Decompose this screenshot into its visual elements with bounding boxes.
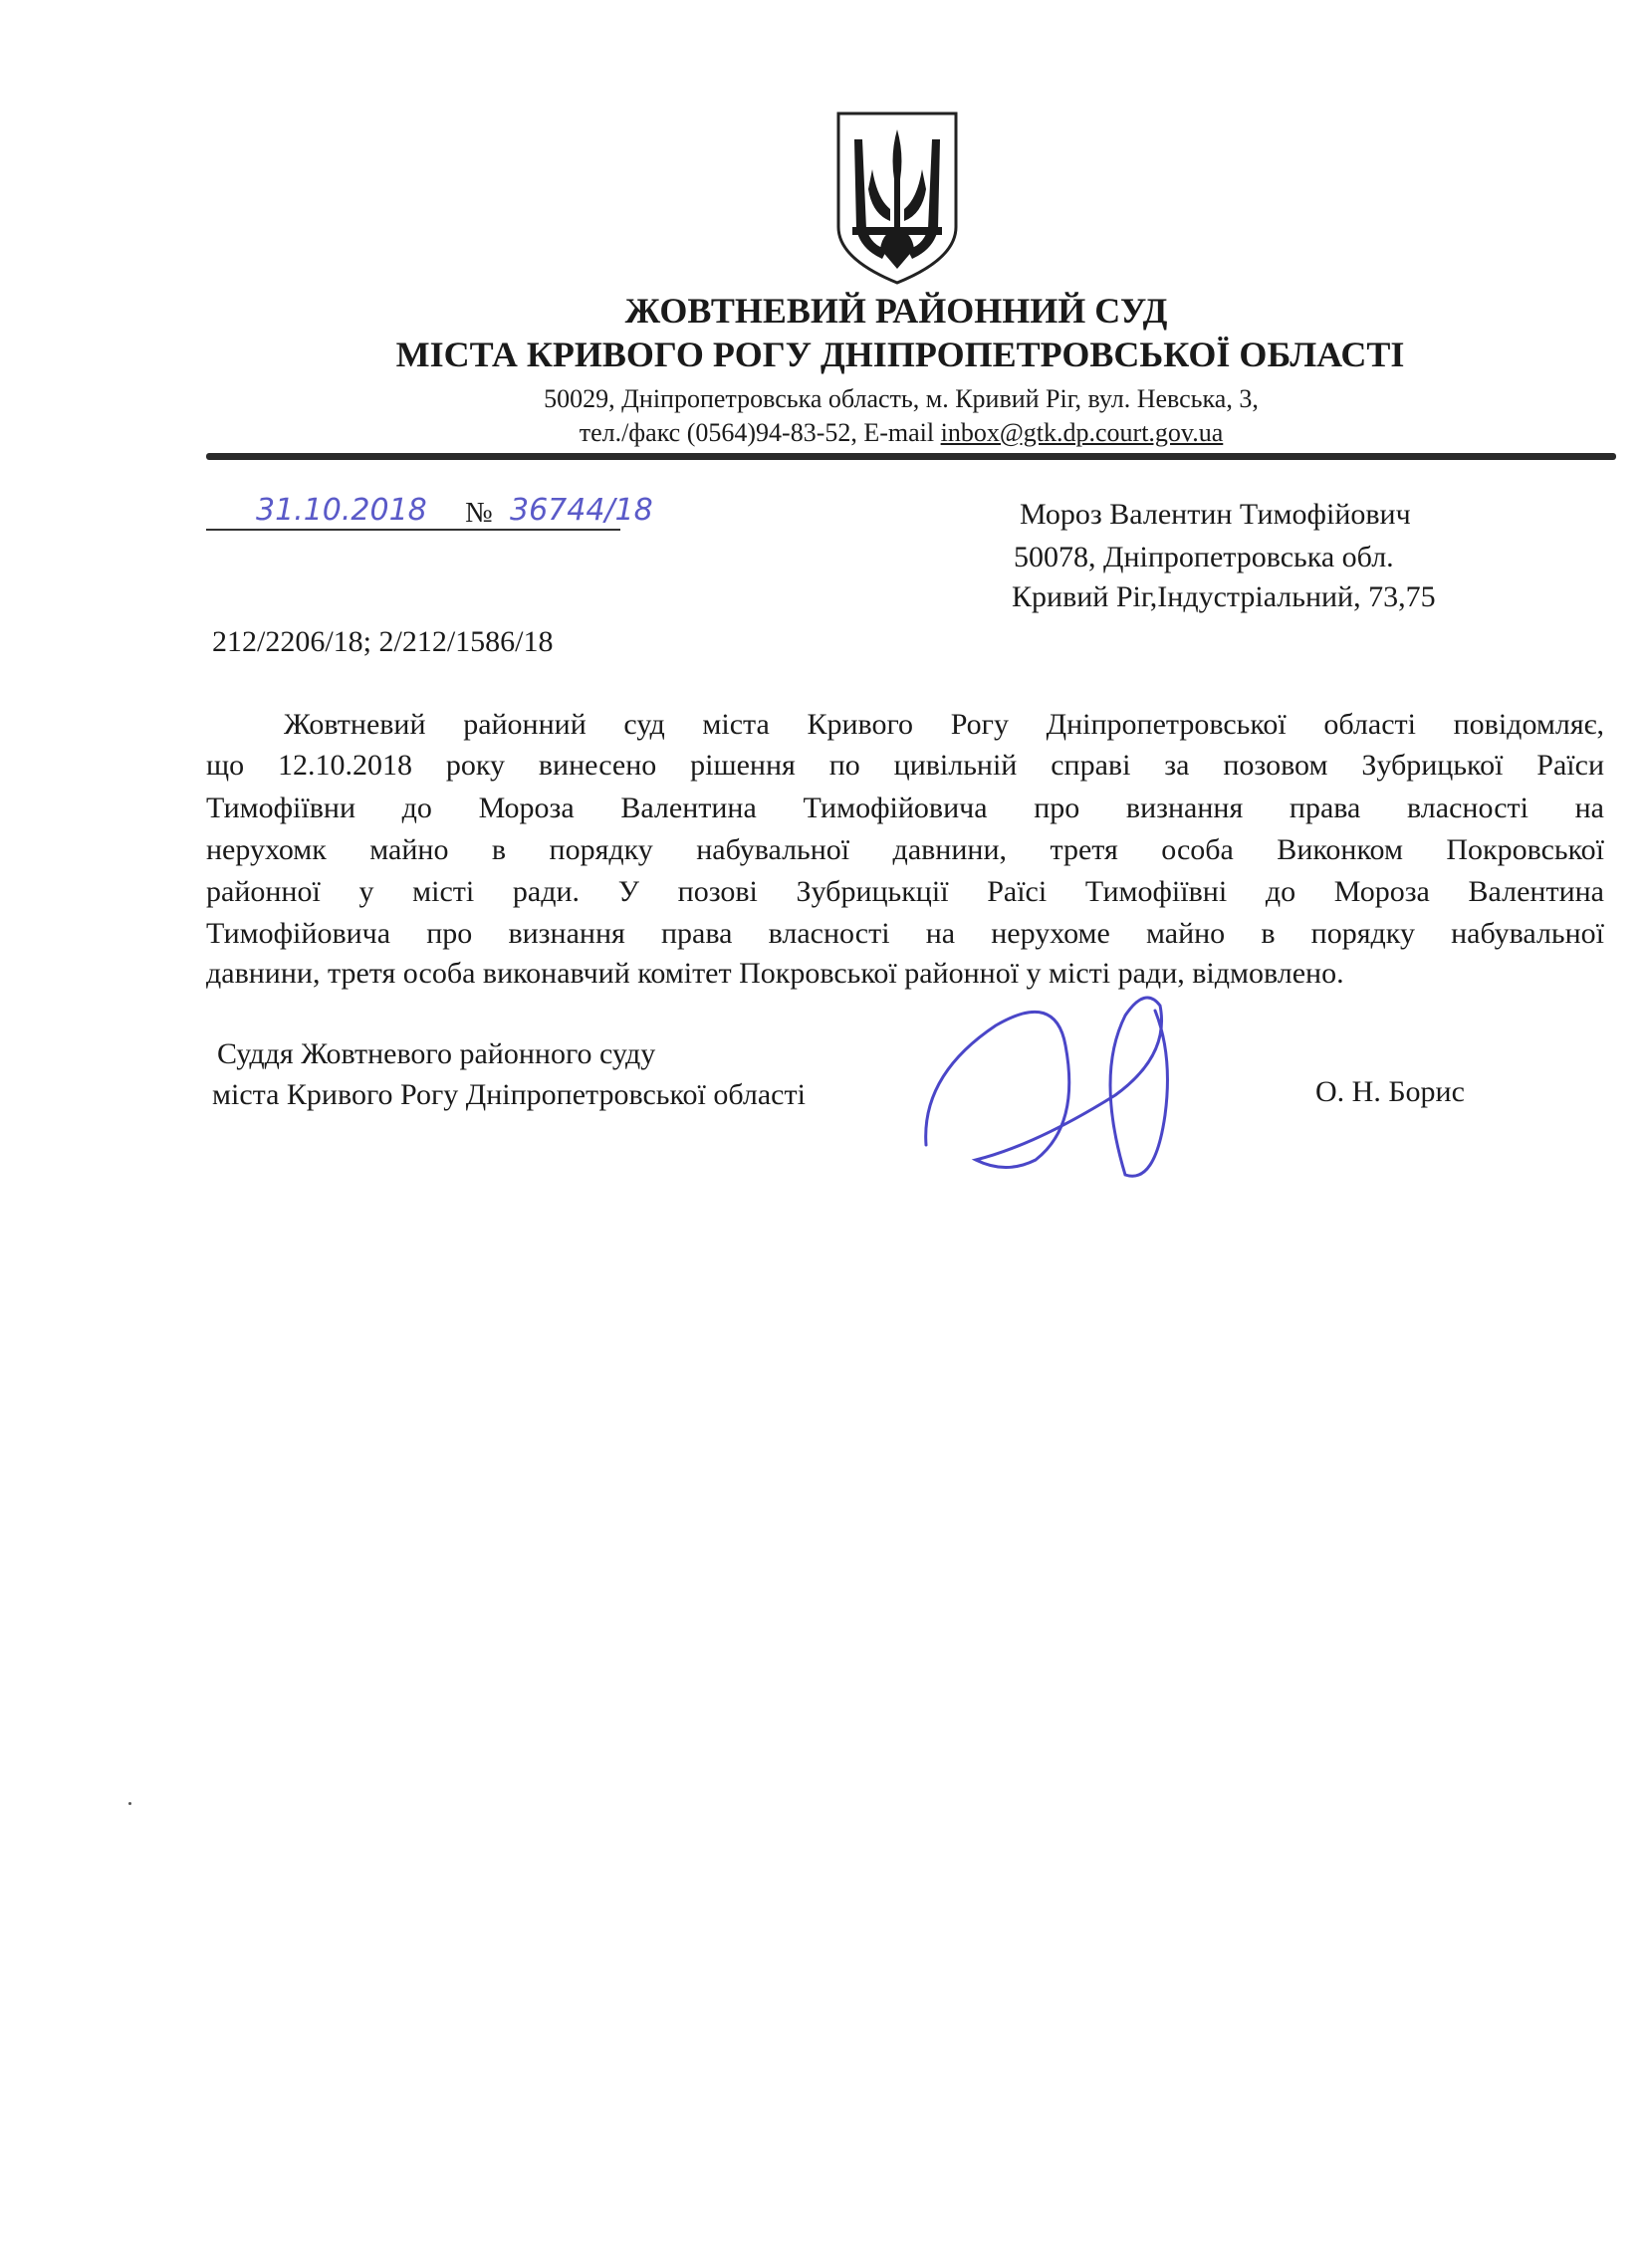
recipient-address-line2: Кривий Ріг,Індустріальний, 73,75: [1012, 580, 1436, 613]
recipient-address-line1: 50078, Дніпропетровська обл.: [1014, 541, 1394, 573]
court-name-line2: МІСТА КРИВОГО РОГУ ДНІПРОПЕТРОВСЬКОЇ ОБЛАСТІ: [395, 335, 1405, 374]
body-line: що 12.10.2018 року винесено рішення по цивільній справі за позовом Зубрицької Раїси: [206, 749, 1604, 782]
court-name-line1: ЖОВТНЕВИЙ РАЙОННИЙ СУД: [624, 291, 1168, 331]
body-line: Тимофіївни до Мороза Валентина Тимофійовича про визнання права власності на: [206, 792, 1604, 824]
scan-speck: [128, 1802, 131, 1805]
court-address: 50029, Дніпропетровська область, м. Кривий Ріг, вул. Невська, 3,: [544, 384, 1259, 413]
recipient-name: Мороз Валентин Тимофійович: [1020, 498, 1411, 531]
case-numbers: 212/2206/18; 2/212/1586/18: [212, 625, 554, 658]
judge-title-line2: міста Кривого Рогу Дніпропетровської області: [212, 1078, 806, 1111]
email-link[interactable]: inbox@gtk.dp.court.gov.ua: [940, 418, 1224, 447]
judge-name: О. Н. Борис: [1315, 1075, 1465, 1108]
number-sign: №: [465, 497, 493, 529]
coat-of-arms-icon: [832, 110, 962, 287]
phone-fax: тел./факс (0564)94-83-52, E-mail: [579, 418, 941, 447]
court-contacts: [0, 418, 1645, 448]
judge-title-line1: Суддя Жовтневого районного суду: [217, 1037, 656, 1070]
body-line: давнини, третя особа виконавчий комітет Покровської районної у місті ради, відмовлено.: [206, 957, 1344, 990]
body-line: нерухомк майно в порядку набувальної давнини, третя особа Виконком Покровської: [206, 833, 1604, 866]
body-line: Жовтневий районний суд міста Кривого Рогу Дніпропетровської області повідомляє,: [284, 708, 1604, 741]
handwritten-signature: [916, 986, 1195, 1185]
outgoing-number: 36744/18: [510, 493, 653, 528]
body-line: районної у місті ради. У позові Зубрицькції Раїсі Тимофіївні до Мороза Валентина: [206, 875, 1604, 908]
body-line: Тимофійовича про визнання права власності на нерухоме майно в порядку набувальної: [206, 917, 1604, 950]
header-divider: [206, 453, 1616, 460]
outgoing-date: 31.10.2018: [256, 493, 427, 528]
outgoing-reference: [206, 493, 653, 531]
